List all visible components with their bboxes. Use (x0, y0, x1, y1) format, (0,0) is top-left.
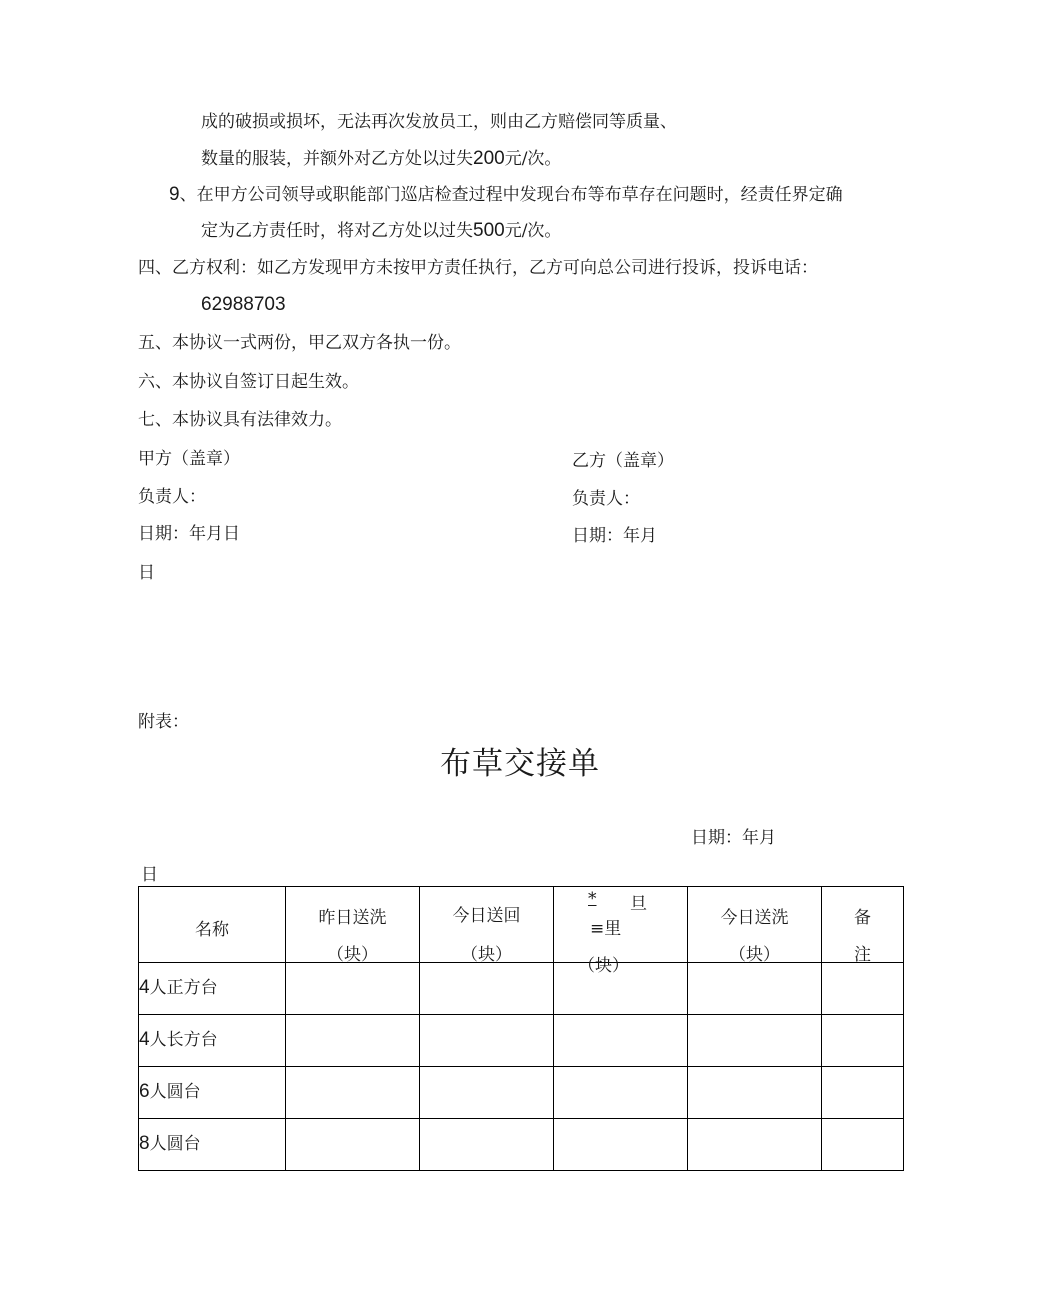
header-remarks (822, 887, 904, 963)
header-unit-clipped: （块） (578, 956, 629, 976)
cell[interactable] (286, 1067, 420, 1119)
form-title: 布草交接单 (440, 746, 600, 782)
row-label: 人圆台 (149, 1082, 201, 1102)
complaint-phone: 62988703 (201, 294, 286, 315)
cell[interactable] (688, 1015, 822, 1067)
cell[interactable] (420, 1067, 554, 1119)
cell[interactable] (420, 1015, 554, 1067)
clause-text: 定为乙方责任时，将对乙方处以过失 (201, 221, 473, 241)
section-six: 六、本协议自签订日起生效。 (138, 372, 359, 392)
penalty-amount: 200 (473, 148, 505, 169)
table-row (139, 963, 904, 1015)
cell[interactable] (822, 1015, 904, 1067)
row-name (139, 1119, 286, 1171)
header-today-returned (420, 887, 554, 963)
header-today-sent (688, 887, 822, 963)
party-a-seal: 甲方（盖章） (138, 449, 240, 469)
header-label: 今日送回 (452, 906, 521, 926)
header-unit: （块） (729, 945, 780, 965)
row-name (139, 1015, 286, 1067)
party-a-date: 日期：年月日 (138, 524, 240, 544)
penalty-amount: 500 (473, 220, 505, 241)
row-name (139, 963, 286, 1015)
clause-text-line: 成的破损或损坏，无法再次发放员工，则由乙方赔偿同等质量、 (201, 112, 677, 132)
clause-number: 9 (169, 184, 180, 205)
header-label: 备 (854, 908, 871, 928)
table-row (139, 1067, 904, 1119)
cell[interactable] (822, 963, 904, 1015)
section-seven: 七、本协议具有法律效力。 (138, 410, 342, 430)
cell[interactable] (286, 1015, 420, 1067)
clause-text-line (201, 149, 561, 169)
cell[interactable] (554, 1015, 688, 1067)
header-label: 昨日送洗 (318, 908, 387, 928)
row-label: 人正方台 (149, 978, 218, 998)
row-count: 4 (139, 977, 150, 998)
cell[interactable] (420, 1119, 554, 1171)
party-a-representative: 负责人： (138, 487, 206, 507)
section-four: 四、乙方权利：如乙方发现甲方未按甲方责任执行，乙方可向总公司进行投诉，投诉电话： (138, 258, 818, 278)
cell[interactable] (554, 1067, 688, 1119)
header-label: 今日送洗 (720, 908, 789, 928)
cell[interactable] (688, 963, 822, 1015)
header-glyph: * (588, 889, 597, 909)
header-label: 注 (854, 945, 871, 965)
header-glyph: 旦 (630, 894, 647, 914)
clause-text: 元/次。 (504, 221, 562, 241)
table-header-row (139, 887, 904, 963)
party-b-seal: 乙方（盖章） (572, 451, 674, 471)
clause-text: 元/次。 (504, 149, 562, 169)
clause-text: 、在甲方公司领导或职能部门巡店检查过程中发现台布等布草存在问题时，经责任界定确 (179, 185, 843, 205)
cell[interactable] (286, 963, 420, 1015)
header-glyph: ≡里 (590, 919, 622, 939)
cell[interactable] (822, 1119, 904, 1171)
clause-text-line (201, 221, 561, 241)
party-b-date: 日期：年月 (572, 526, 657, 546)
header-label: 名称 (195, 920, 229, 940)
header-name (139, 887, 286, 963)
clause-9 (169, 185, 843, 205)
row-label: 人圆台 (149, 1134, 201, 1154)
cell[interactable] (554, 1119, 688, 1171)
cell[interactable] (420, 963, 554, 1015)
row-count: 4 (139, 1029, 150, 1050)
header-unit: （块） (327, 945, 378, 965)
row-count: 6 (139, 1081, 150, 1102)
table-row (139, 1119, 904, 1171)
party-b-date-tail: 日 (138, 563, 155, 583)
header-unit: （块） (461, 945, 512, 965)
clause-text: 数量的服装，并额外对乙方处以过失 (201, 149, 473, 169)
form-date: 日期：年月 (691, 828, 776, 848)
row-name (139, 1067, 286, 1119)
row-label: 人长方台 (149, 1030, 218, 1050)
cell[interactable] (286, 1119, 420, 1171)
cell[interactable] (688, 1067, 822, 1119)
cell[interactable] (688, 1119, 822, 1171)
form-date-tail: 日 (141, 865, 158, 885)
cell[interactable] (822, 1067, 904, 1119)
party-b-representative: 负责人： (572, 489, 640, 509)
header-yesterday-sent (286, 887, 420, 963)
row-count: 8 (139, 1133, 150, 1154)
table-row (139, 1015, 904, 1067)
appendix-label: 附表： (138, 712, 189, 732)
section-five: 五、本协议一式两份，甲乙双方各执一份。 (138, 333, 461, 353)
header-difference (554, 887, 688, 976)
linen-handover-table (138, 886, 904, 1171)
